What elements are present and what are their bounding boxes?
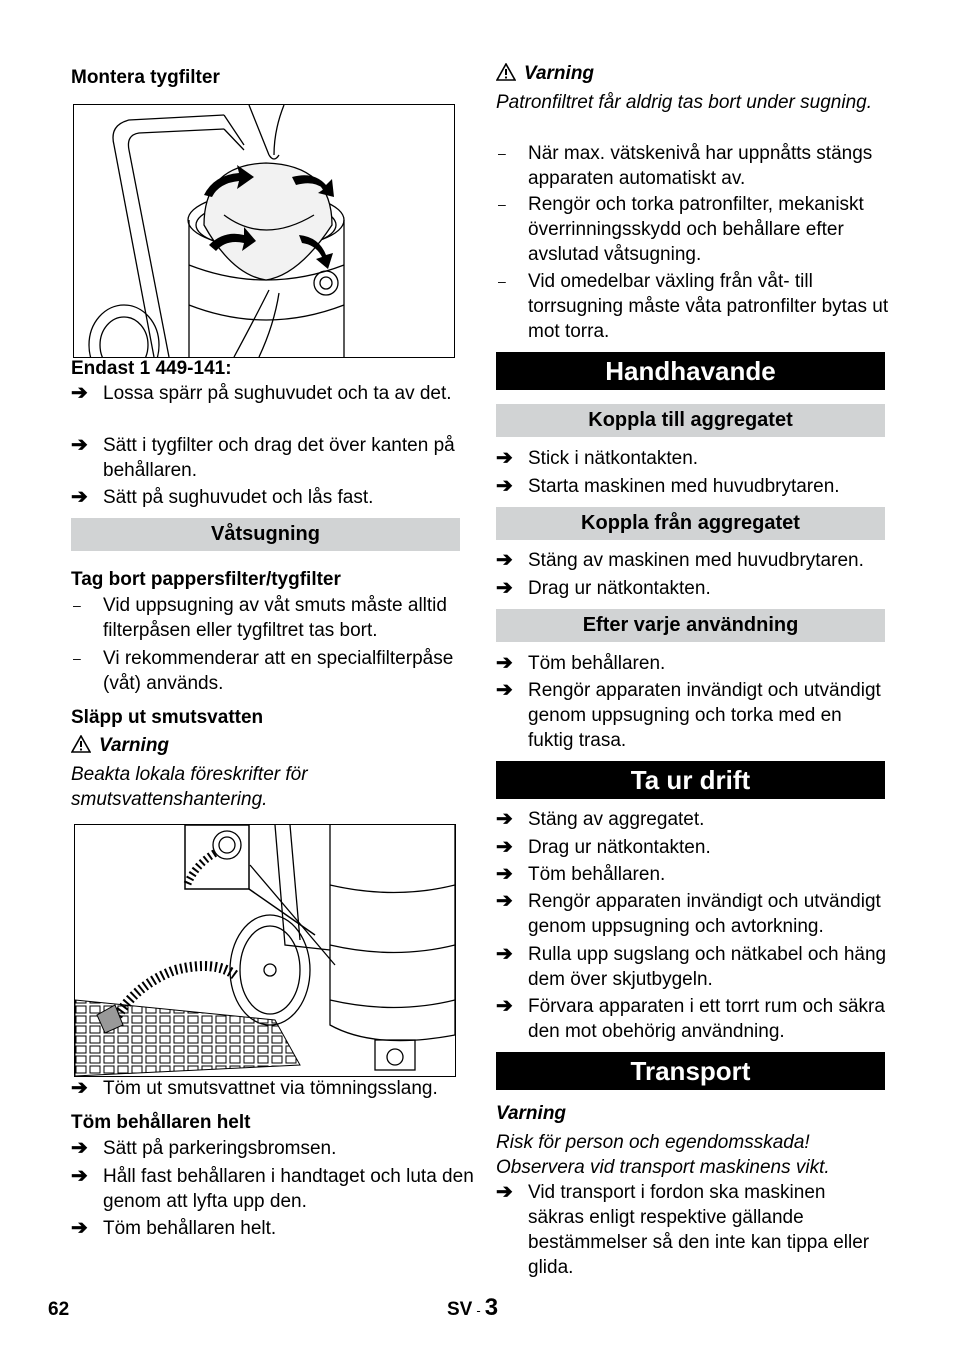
subheading-endast: Endast 1 449-141: bbox=[71, 358, 232, 379]
list-item: ➔ Töm behållaren helt. bbox=[71, 1217, 277, 1239]
list-item: – Vi rekommenderar att en specialfilterpåse (våt) används. bbox=[73, 648, 454, 694]
arrow-right-icon: ➔ bbox=[496, 943, 513, 965]
arrow-right-icon: ➔ bbox=[496, 652, 513, 674]
heading-montera-tygfilter: Montera tygfilter bbox=[71, 67, 220, 88]
chapter-bar-handhavande: Handhavande bbox=[496, 352, 885, 390]
transport-warning-heading: Varning bbox=[496, 1103, 567, 1124]
list-item: – Vid omedelbar växling från våt- till torrsugning måste våta patronfilter bytas ut mot torra. bbox=[498, 271, 889, 342]
list-item: ➔ Töm ut smutsvattnet via tömningsslang. bbox=[71, 1077, 438, 1099]
warning-triangle-icon bbox=[496, 63, 516, 81]
warning-heading: Varning bbox=[71, 733, 169, 758]
page-number: 62 bbox=[48, 1299, 70, 1320]
list-item: – När max. vätskenivå har uppnåtts stängs apparaten automatiskt av. bbox=[498, 143, 873, 189]
list-item: – Vid uppsugning av våt smuts måste alltid filterpåsen eller tygfiltret tas bort. bbox=[73, 595, 447, 641]
list-item: ➔ Rengör apparaten invändigt och utvändigt genom uppsugning och avtorkning. bbox=[496, 890, 881, 937]
list-item: ➔ Stick i nätkontakten. bbox=[496, 447, 699, 469]
list-item: ➔ Drag ur nätkontakten. bbox=[496, 836, 711, 858]
list-item: ➔ Töm behållaren. bbox=[496, 652, 666, 674]
list-item: ➔ Stäng av maskinen med huvudbrytaren. bbox=[496, 549, 864, 571]
list-item: ➔ Vid transport i fordon ska maskinen säkras enligt respektive gällande bestämmelser så den inte kan tippa eller glida. bbox=[496, 1181, 870, 1278]
arrow-right-icon: ➔ bbox=[71, 434, 88, 456]
list-item: ➔ Rengör apparaten invändigt och utvändigt genom uppsugning och torka med en fuktig trasa. bbox=[496, 679, 881, 751]
chapter-bar-ta-ur-drift: Ta ur drift bbox=[496, 761, 885, 799]
arrow-right-icon: ➔ bbox=[496, 863, 513, 885]
warning-triangle-icon bbox=[71, 735, 91, 753]
chapter-bar-transport: Transport bbox=[496, 1052, 885, 1090]
section-bar-vatsugning: Våtsugning bbox=[71, 518, 460, 551]
arrow-right-icon: ➔ bbox=[496, 995, 513, 1017]
list-item: ➔ Stäng av aggregatet. bbox=[496, 808, 705, 830]
figure-fit-cloth-filter bbox=[73, 104, 455, 358]
vacuum-filter-illustration bbox=[74, 105, 454, 357]
heading-tom-helt: Töm behållaren helt bbox=[71, 1112, 251, 1133]
list-item: ➔ Rulla upp sugslang och nätkabel och häng dem över skjutbygeln. bbox=[496, 943, 887, 990]
heading-tag-bort: Tag bort pappersfilter/tygfilter bbox=[71, 569, 341, 590]
transport-warning-text: Risk för person och egendomsskada! Observera vid transport maskinens vikt. bbox=[496, 1132, 830, 1178]
footer-section-ref: SV - 3 bbox=[447, 1294, 499, 1321]
warning-heading: Varning bbox=[496, 61, 594, 86]
arrow-right-icon: ➔ bbox=[496, 808, 513, 830]
list-item: ➔ Drag ur nätkontakten. bbox=[496, 577, 711, 599]
list-item: ➔ Töm behållaren. bbox=[496, 863, 666, 885]
section-bar-koppla-fran: Koppla från aggregatet bbox=[496, 507, 885, 540]
arrow-right-icon: ➔ bbox=[496, 447, 513, 469]
list-item: ➔ Sätt på sughuvudet och lås fast. bbox=[71, 486, 374, 508]
arrow-right-icon: ➔ bbox=[496, 549, 513, 571]
warning-text: Patronfiltret får aldrig tas bort under sugning. bbox=[496, 92, 872, 113]
arrow-right-icon: ➔ bbox=[496, 577, 513, 599]
drain-hose-illustration bbox=[75, 825, 455, 1076]
section-bar-koppla-till: Koppla till aggregatet bbox=[496, 404, 885, 437]
arrow-right-icon: ➔ bbox=[71, 1077, 88, 1099]
arrow-right-icon: ➔ bbox=[71, 486, 88, 508]
list-item: ➔ Starta maskinen med huvudbrytaren. bbox=[496, 475, 840, 497]
list-item: ➔ Sätt på parkeringsbromsen. bbox=[71, 1137, 337, 1159]
arrow-right-icon: ➔ bbox=[496, 890, 513, 912]
arrow-right-icon: ➔ bbox=[71, 382, 88, 404]
arrow-right-icon: ➔ bbox=[496, 679, 513, 701]
arrow-right-icon: ➔ bbox=[496, 475, 513, 497]
heading-slapp-ut: Släpp ut smutsvatten bbox=[71, 707, 264, 728]
arrow-right-icon: ➔ bbox=[71, 1137, 88, 1159]
arrow-right-icon: ➔ bbox=[496, 836, 513, 858]
list-item: ➔ Håll fast behållaren i handtaget och luta den genom att lyfta upp den. bbox=[71, 1165, 474, 1212]
list-item: ➔ Sätt i tygfilter och drag det över kanten på behållaren. bbox=[71, 434, 455, 481]
figure-drain-hose bbox=[74, 824, 456, 1077]
list-item: – Rengör och torka patronfilter, mekaniskt överrinningsskydd och behållare efter avslutad våtsugning. bbox=[498, 194, 864, 265]
arrow-right-icon: ➔ bbox=[71, 1217, 88, 1239]
arrow-right-icon: ➔ bbox=[496, 1181, 513, 1203]
list-item: ➔ Lossa spärr på sughuvudet och ta av det. bbox=[71, 382, 452, 404]
warning-text: Beakta lokala föreskrifter för smutsvattenshantering. bbox=[71, 764, 308, 810]
list-item: ➔ Förvara apparaten i ett torrt rum och säkra den mot obehörig användning. bbox=[496, 995, 885, 1042]
arrow-right-icon: ➔ bbox=[71, 1165, 88, 1187]
section-bar-efter: Efter varje användning bbox=[496, 609, 885, 642]
